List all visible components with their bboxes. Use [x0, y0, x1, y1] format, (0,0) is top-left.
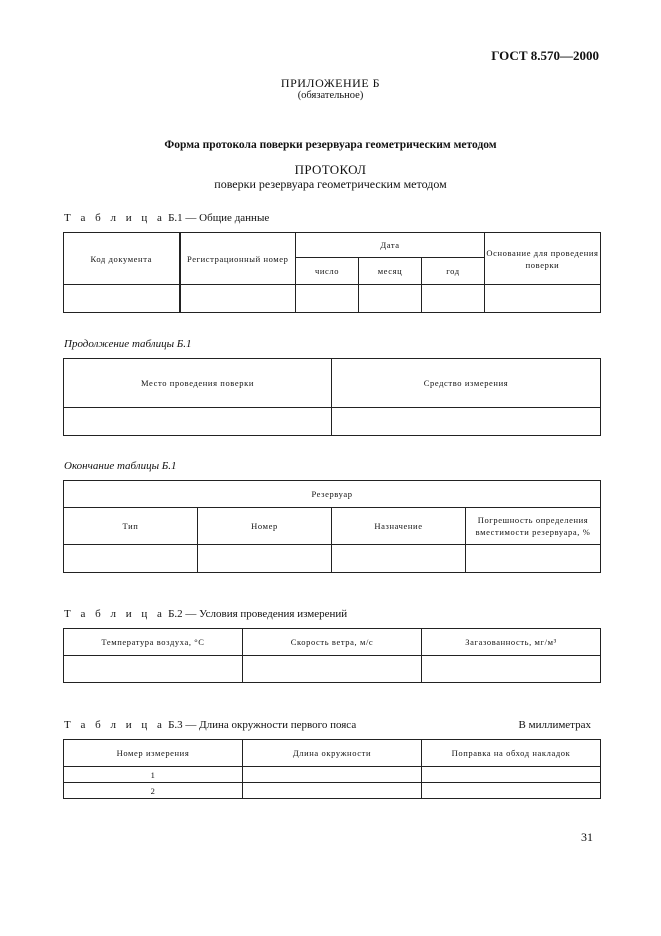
- cell-correction: [422, 783, 601, 799]
- table-b1-end: [63, 480, 601, 573]
- table-b3: [63, 739, 601, 799]
- cell-measurement-number: 2: [64, 783, 243, 799]
- table-b2: [63, 628, 601, 683]
- cell-circumference: [243, 767, 422, 783]
- header-day: число: [296, 258, 359, 285]
- header-year: год: [422, 258, 485, 285]
- header-temperature: Температура воздуха, °С: [64, 629, 243, 656]
- table-caption-prefix: Т а б л и ц а: [64, 212, 166, 224]
- table-row: [64, 783, 601, 799]
- table-row: [64, 285, 601, 313]
- table-caption-text: Б.3 — Длина окружности первого пояса: [168, 719, 357, 731]
- cell-circumference: [243, 783, 422, 799]
- table-row: [64, 545, 601, 573]
- cell-temperature: [64, 656, 243, 683]
- header-circumference: Длина окружности: [243, 740, 422, 767]
- table-b3-caption: [64, 719, 356, 731]
- cell-gas: [422, 656, 601, 683]
- table-row: [64, 767, 601, 783]
- appendix-subtitle: (обязательное): [297, 90, 364, 101]
- standard-code: ГОСТ 8.570—2000: [491, 48, 599, 63]
- header-error: Погрешность определения вместимости резервуара, %: [466, 508, 601, 545]
- cell-means: [332, 408, 601, 436]
- header-number: Номер: [198, 508, 332, 545]
- table-b1-cont: [63, 358, 601, 436]
- header-place: Место проведения поверки: [64, 359, 332, 408]
- table-row: [64, 408, 601, 436]
- table-b2-caption: [64, 608, 347, 620]
- table-caption-prefix: Т а б л и ц а: [64, 719, 166, 731]
- header-doc-code: Код документа: [64, 233, 180, 285]
- table-caption-text: Б.2 — Условия проведения измерений: [168, 608, 348, 620]
- table-b1: [63, 232, 601, 313]
- header-means: Средство измерения: [332, 359, 601, 408]
- header-correction: Поправка на обход накладок: [422, 740, 601, 767]
- table-caption-prefix: Т а б л и ц а: [64, 608, 166, 620]
- cell-basis: [485, 285, 601, 313]
- cell-doc-code: [64, 285, 180, 313]
- table-caption-text: Б.1 — Общие данные: [168, 212, 270, 224]
- header-basis: Основание для проведения поверки: [485, 233, 601, 285]
- header-wind: Скорость ветра, м/с: [243, 629, 422, 656]
- page-number: 31: [581, 830, 593, 844]
- cell-measurement-number: 1: [64, 767, 243, 783]
- cell-purpose: [332, 545, 466, 573]
- table-b1-cont-caption: Продолжение таблицы Б.1: [64, 338, 192, 350]
- cell-wind: [243, 656, 422, 683]
- header-gas: Загазованность, мг/м³: [422, 629, 601, 656]
- header-reg-number: Регистрационный номер: [180, 233, 296, 285]
- form-title: Форма протокола поверки резервуара геометрическим методом: [164, 139, 497, 151]
- header-date: Дата: [296, 233, 485, 258]
- cell-place: [64, 408, 332, 436]
- cell-number: [198, 545, 332, 573]
- cell-error: [466, 545, 601, 573]
- table-row: [64, 656, 601, 683]
- cell-year: [422, 285, 485, 313]
- cell-month: [359, 285, 422, 313]
- cell-reg-number: [180, 285, 296, 313]
- cell-correction: [422, 767, 601, 783]
- header-purpose: Назначение: [332, 508, 466, 545]
- header-month: месяц: [359, 258, 422, 285]
- header-type: Тип: [64, 508, 198, 545]
- appendix-title: ПРИЛОЖЕНИЕ Б: [280, 76, 381, 90]
- protocol-title: ПРОТОКОЛ: [294, 162, 367, 177]
- header-measurement-number: Номер измерения: [64, 740, 243, 767]
- units-label: В миллиметрах: [518, 719, 591, 731]
- table-b1-end-caption: Окончание таблицы Б.1: [64, 460, 177, 472]
- cell-type: [64, 545, 198, 573]
- header-tank: Резервуар: [64, 481, 601, 508]
- cell-day: [296, 285, 359, 313]
- protocol-subtitle: поверки резервуара геометрическим методом: [214, 177, 447, 191]
- table-b1-caption: [64, 212, 269, 224]
